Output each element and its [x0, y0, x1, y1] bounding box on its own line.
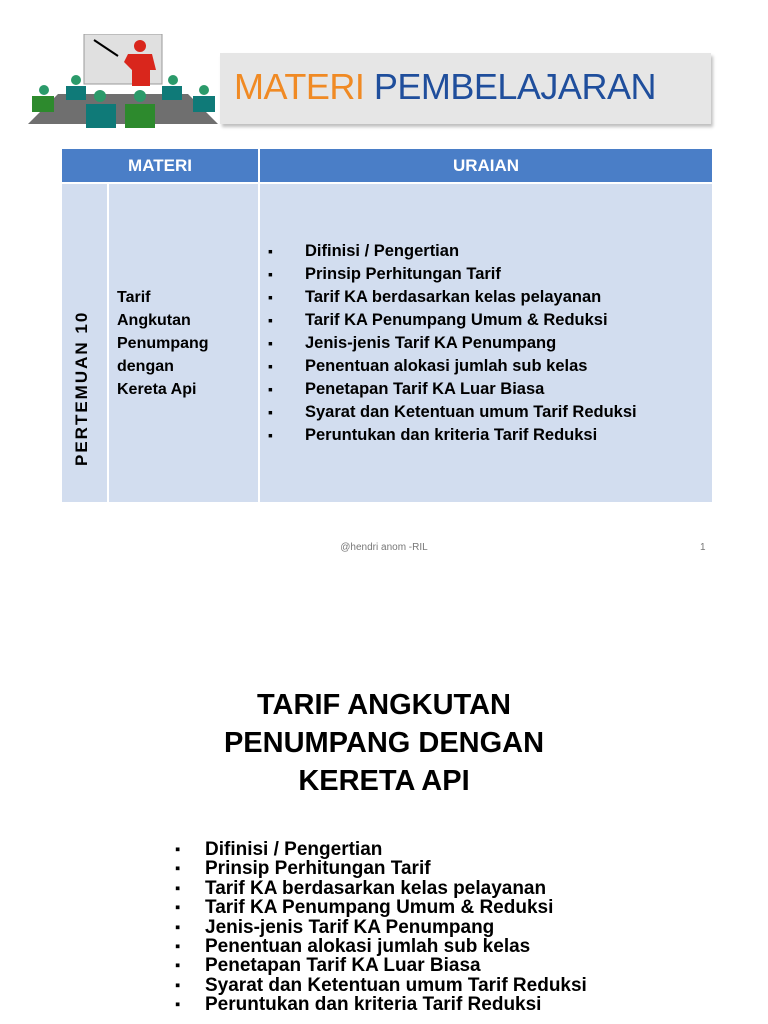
meeting-label: PERTEMUAN 10 [72, 310, 91, 466]
title-part-pembelajaran: PEMBELAJARAN [373, 66, 656, 107]
list-item: ▪ Penetapan Tarif KA Luar Biasa [268, 378, 637, 401]
list-item: ▪ Peruntukan dan kriteria Tarif Reduksi [175, 995, 587, 1014]
list-item: ▪ Penentuan alokasi jumlah sub kelas [268, 355, 637, 378]
footer-credit: @hendri anom -RIL [340, 542, 428, 553]
page-number: 1 [700, 542, 706, 553]
title-banner [220, 53, 711, 124]
topic-line: Angkutan [117, 312, 191, 329]
list-item: ▪ Tarif KA berdasarkan kelas pelayanan [268, 286, 637, 309]
list-item: ▪ Prinsip Perhitungan Tarif [268, 263, 637, 286]
meeting-cell [62, 184, 107, 502]
topic-line: dengan [117, 358, 174, 375]
list-item: ▪ Tarif KA Penumpang Umum & Reduksi [175, 898, 587, 917]
uraian-list [268, 240, 637, 447]
topic-line: Tarif [117, 289, 151, 306]
topic-line: Kereta Api [117, 381, 197, 398]
list-item: ▪ Penetapan Tarif KA Luar Biasa [175, 956, 587, 975]
list-item: ▪ Prinsip Perhitungan Tarif [175, 859, 587, 878]
title-line: PENUMPANG DENGAN [223, 727, 545, 759]
list-item: ▪ Jenis-jenis Tarif KA Penumpang [268, 332, 637, 355]
slide-title [234, 66, 656, 108]
list-item: ▪ Syarat dan Ketentuan umum Tarif Reduksi [268, 401, 637, 424]
topic-cell [109, 184, 258, 502]
presentation-classroom-icon [28, 34, 218, 130]
list-item: ▪ Difinisi / Pengertian [268, 240, 637, 263]
header-materi: MATERI [62, 149, 258, 182]
list-item: ▪ Tarif KA Penumpang Umum & Reduksi [268, 309, 637, 332]
topic-text [117, 286, 209, 401]
section-title [0, 686, 768, 800]
list-item: ▪ Tarif KA berdasarkan kelas pelayanan [175, 879, 587, 898]
topic-list [175, 840, 587, 1015]
uraian-cell [260, 184, 712, 502]
header-uraian: URAIAN [260, 149, 712, 182]
title-line: KERETA API [298, 765, 470, 797]
materi-table [62, 149, 712, 502]
list-item: ▪ Penentuan alokasi jumlah sub kelas [175, 937, 587, 956]
list-item: ▪ Difinisi / Pengertian [175, 840, 587, 859]
topic-line: Penumpang [117, 335, 209, 352]
list-item: ▪ Peruntukan dan kriteria Tarif Reduksi [268, 424, 637, 447]
title-line: TARIF ANGKUTAN [257, 689, 511, 721]
list-item: ▪ Jenis-jenis Tarif KA Penumpang [175, 918, 587, 937]
title-part-materi: MATERI [234, 66, 365, 107]
list-item: ▪ Syarat dan Ketentuan umum Tarif Reduksi [175, 976, 587, 995]
